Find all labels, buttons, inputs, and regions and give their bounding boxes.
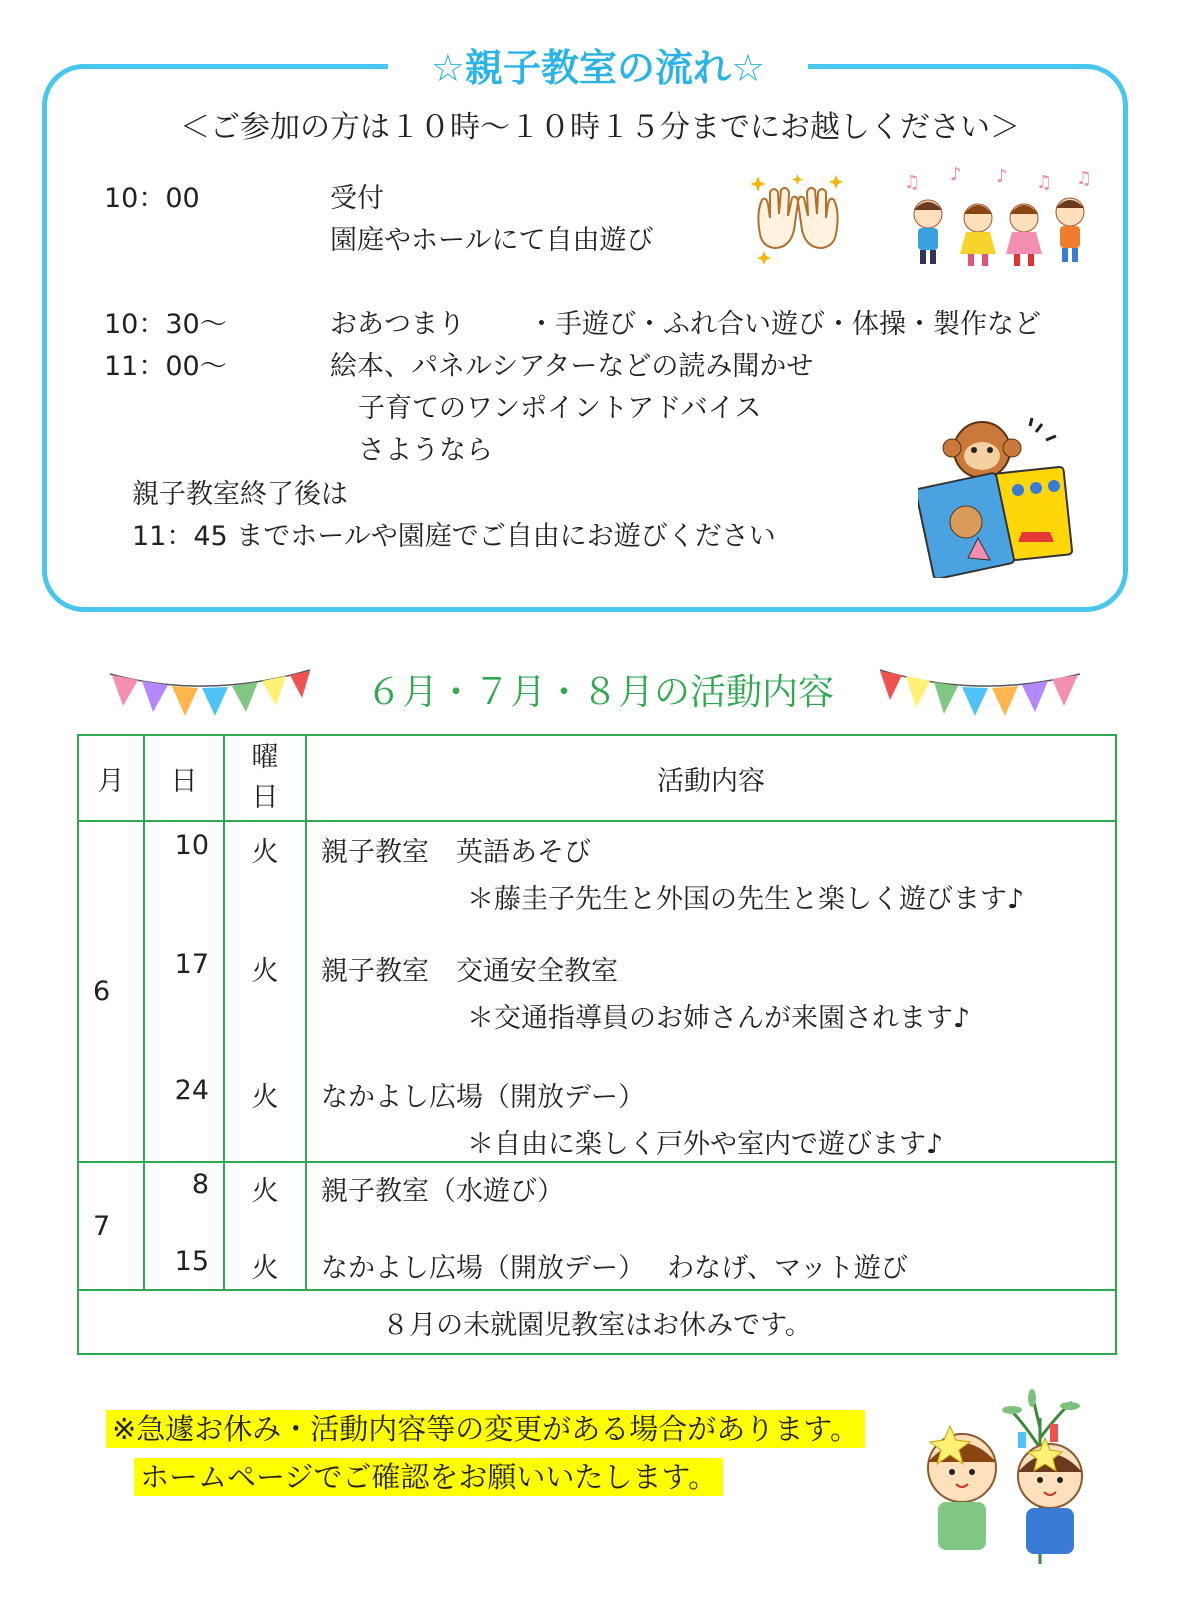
weekday-cell: 火 bbox=[224, 1246, 306, 1290]
weekday-cell: 火 bbox=[224, 821, 306, 949]
activity-cell bbox=[306, 821, 1116, 949]
activity-cell bbox=[306, 1162, 1116, 1246]
flow-gathering-detail: ・手遊び・ふれ合い遊び・体操・製作など bbox=[528, 309, 1041, 340]
day-cell: 10 bbox=[144, 821, 224, 949]
month-july: 7 bbox=[78, 1162, 144, 1290]
day-cell: 17 bbox=[144, 949, 224, 1075]
svg-text:♪: ♪ bbox=[950, 166, 962, 185]
weekday-cell: 火 bbox=[224, 1075, 306, 1162]
activity-main: 親子教室 英語あそび bbox=[321, 837, 591, 868]
activity-main: なかよし広場（開放デー） bbox=[321, 1082, 645, 1113]
flow-title: ☆親子教室の流れ☆ bbox=[388, 40, 808, 96]
activity-cell bbox=[306, 949, 1116, 1075]
svg-text:♪: ♪ bbox=[996, 166, 1008, 187]
table-row bbox=[78, 821, 1116, 949]
time-1030: 10：30～ bbox=[104, 309, 227, 340]
flow-advice: 子育てのワンポイントアドバイス bbox=[358, 393, 762, 424]
table-header-row bbox=[78, 735, 1116, 821]
flow-reading: 絵本、パネルシアターなどの読み聞かせ bbox=[330, 351, 814, 382]
clapping-hands-illustration bbox=[748, 172, 848, 264]
weekday-cell: 火 bbox=[224, 1162, 306, 1246]
homepage-notice: ホームページでご確認をお願いいたします。 bbox=[134, 1458, 723, 1496]
table-row bbox=[78, 1162, 1116, 1246]
activities-title: ６月・７月・８月の活動内容 bbox=[365, 672, 834, 713]
flow-reception: 受付 bbox=[330, 183, 384, 214]
after-text: 11：45 までホールや園庭でご自由にお遊びください bbox=[132, 521, 776, 552]
header-weekday-top: 曜 bbox=[251, 742, 279, 773]
time-1100: 11：00～ bbox=[104, 351, 227, 382]
table-row bbox=[78, 1075, 1116, 1162]
svg-text:♫: ♫ bbox=[1076, 168, 1093, 189]
month-june: 6 bbox=[78, 821, 144, 1162]
header-content: 活動内容 bbox=[306, 735, 1116, 821]
table-row bbox=[78, 1290, 1116, 1354]
dancing-children-illustration bbox=[900, 166, 1100, 270]
time-1000: 10：00 bbox=[104, 183, 200, 214]
change-notice: ※急遽お休み・活動内容等の変更がある場合があります。 bbox=[106, 1410, 865, 1448]
flow-gathering: おあつまり bbox=[330, 309, 465, 340]
header-weekday bbox=[224, 735, 306, 821]
flow-free-play: 園庭やホールにて自由遊び bbox=[330, 225, 654, 256]
after-label: 親子教室終了後は bbox=[132, 479, 348, 510]
svg-text:♫: ♫ bbox=[904, 172, 921, 193]
monkey-books-illustration bbox=[918, 414, 1084, 578]
activity-cell bbox=[306, 1075, 1116, 1162]
header-month: 月 bbox=[78, 735, 144, 821]
day-cell: 15 bbox=[144, 1246, 224, 1290]
activity-main: 親子教室（水遊び） bbox=[321, 1176, 564, 1207]
table-row bbox=[78, 1246, 1116, 1290]
day-cell: 8 bbox=[144, 1162, 224, 1246]
activity-note: ＊藤圭子先生と外国の先生と楽しく遊びます♪ bbox=[467, 884, 1025, 915]
flow-goodbye: さようなら bbox=[358, 435, 493, 466]
header-day: 日 bbox=[144, 735, 224, 821]
bunting-right-decoration bbox=[878, 666, 1082, 724]
activities-table bbox=[77, 734, 1117, 1355]
activity-note: ＊交通指導員のお姉さんが来園されます♪ bbox=[467, 1003, 971, 1034]
day-cell: 24 bbox=[144, 1075, 224, 1162]
table-row bbox=[78, 949, 1116, 1075]
svg-text:♫: ♫ bbox=[1036, 172, 1053, 193]
activity-note: ＊自由に楽しく戸外や室内で遊びます♪ bbox=[467, 1129, 944, 1160]
tanabata-children-illustration bbox=[900, 1388, 1100, 1568]
activity-main: なかよし広場（開放デー） わなげ、マット遊び bbox=[321, 1253, 908, 1284]
bunting-left-decoration bbox=[108, 666, 312, 724]
weekday-cell: 火 bbox=[224, 949, 306, 1075]
activity-cell bbox=[306, 1246, 1116, 1290]
august-note: ８月の未就園児教室はお休みです。 bbox=[78, 1290, 1116, 1354]
activity-main: 親子教室 交通安全教室 bbox=[321, 956, 618, 987]
header-weekday-bottom: 日 bbox=[251, 782, 279, 813]
arrival-notice: ＜ご参加の方は１０時～１０時１５分までにお越しください＞ bbox=[180, 110, 1020, 145]
